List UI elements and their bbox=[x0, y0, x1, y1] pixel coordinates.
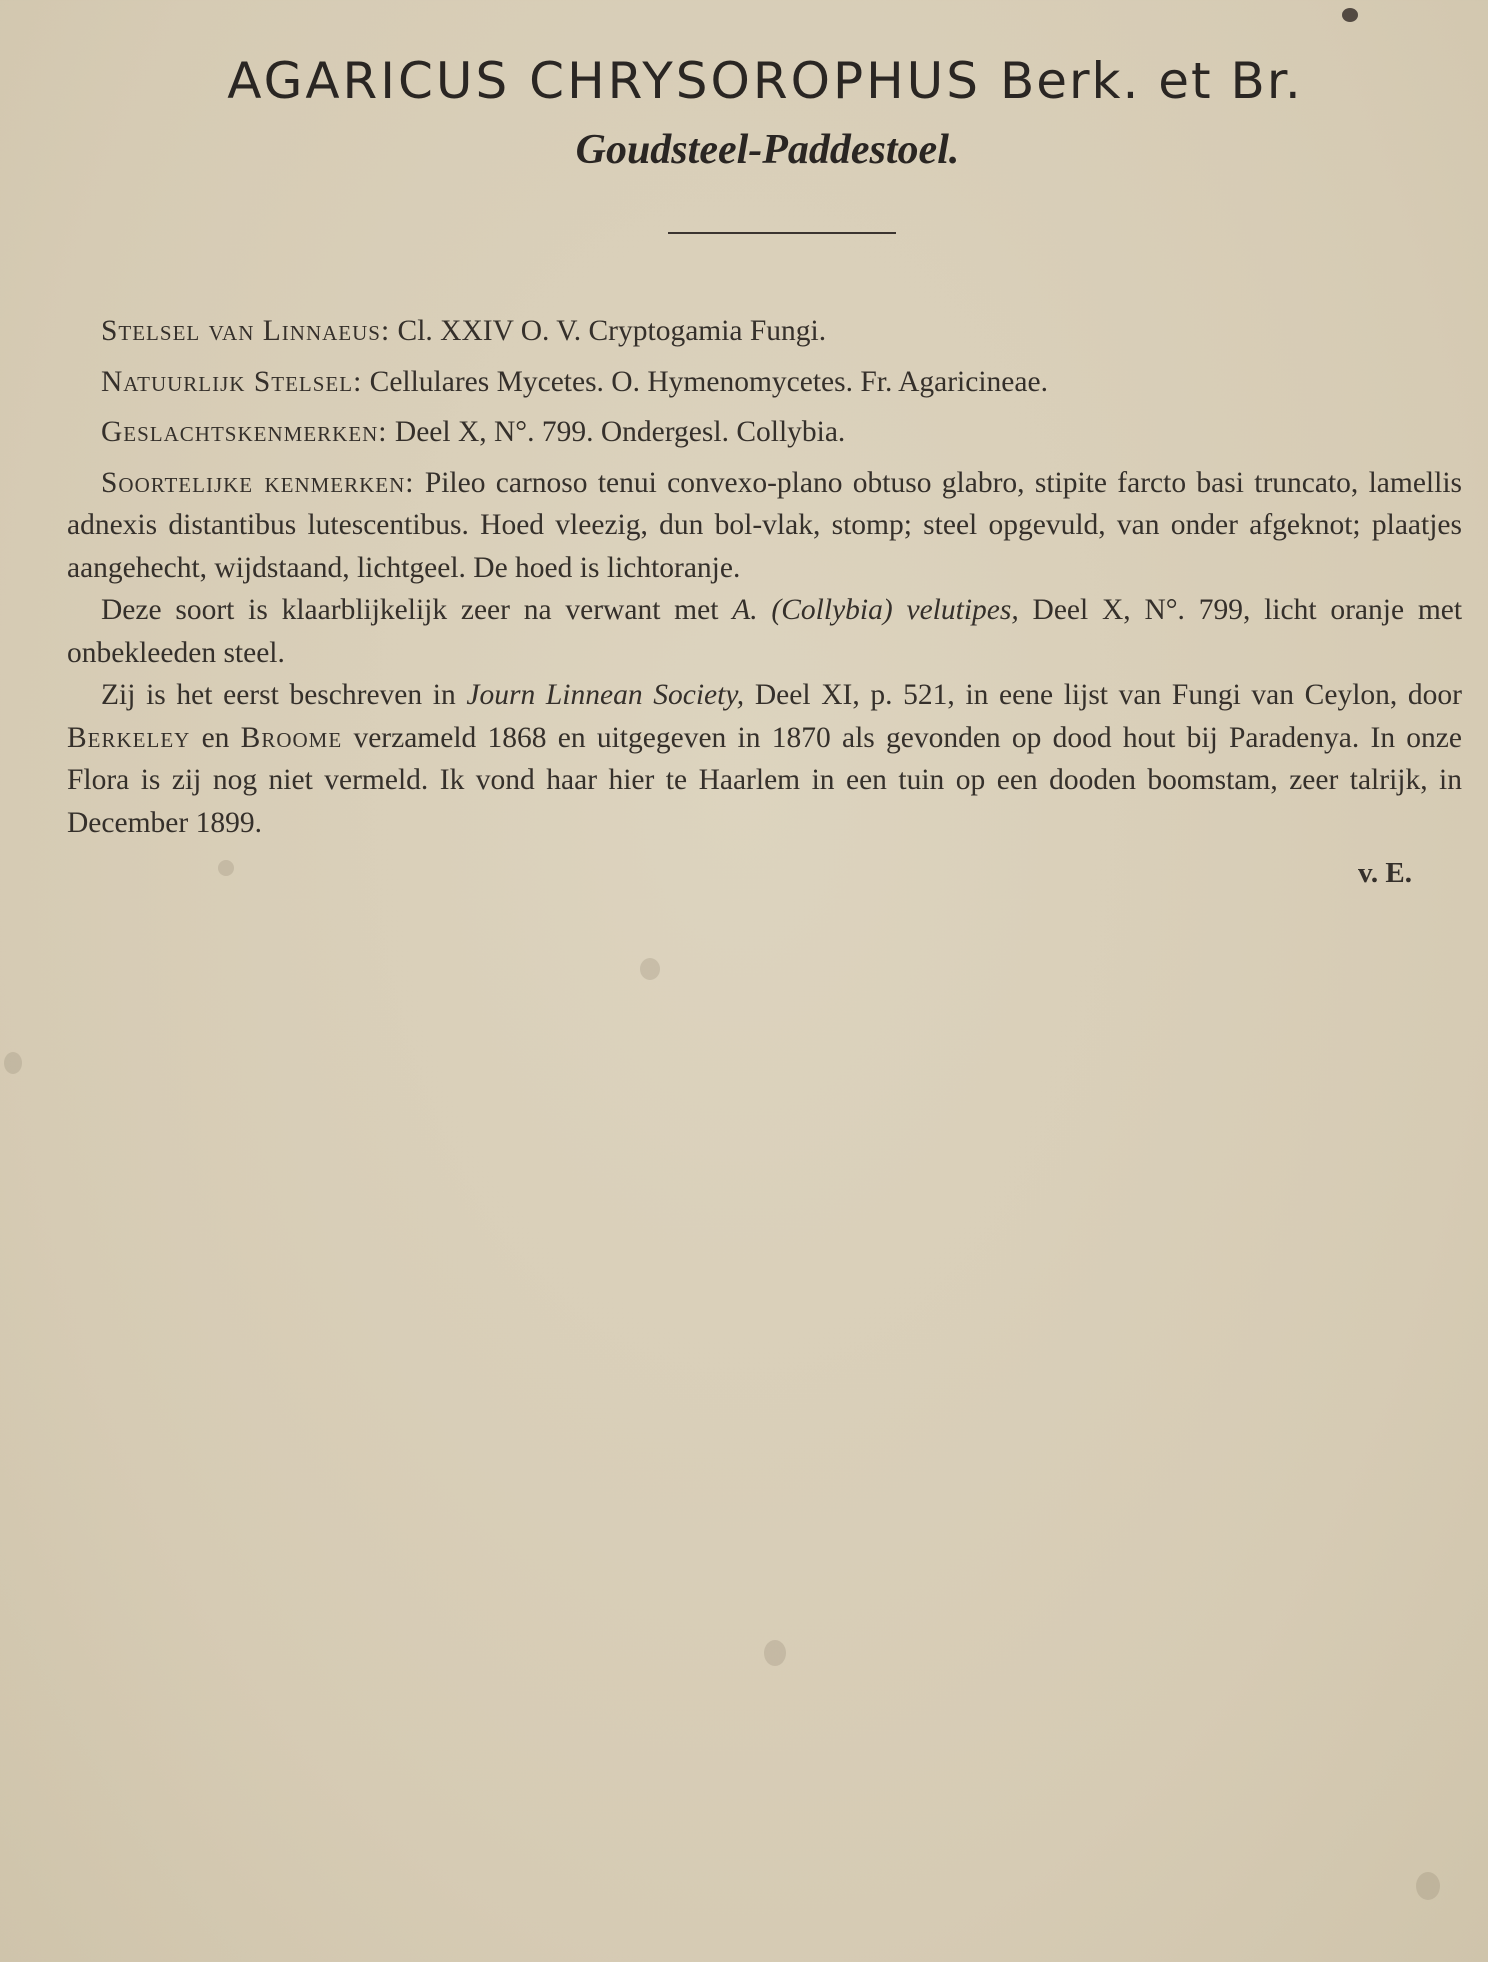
linnaeus-classification bbox=[67, 310, 1462, 353]
species-ref: velutipes, bbox=[906, 594, 1019, 626]
paragraph-text: Deel XI, p. 521, in eene lijst van Fungi van Ceylon, door bbox=[754, 679, 1463, 711]
author-name: Berkeley bbox=[67, 721, 191, 754]
subgenus-ref: (Collybia) bbox=[771, 594, 893, 626]
species-characteristics bbox=[67, 462, 1462, 590]
section-text: Cellulares Mycetes. O. Hymenomycetes. Fr. Agaricineae. bbox=[369, 365, 1048, 398]
page-subtitle: Goudsteel-Paddestoel. bbox=[575, 127, 960, 173]
paragraph-text: Deze soort is klaarblijkelijk zeer na verwant met bbox=[101, 594, 719, 626]
species-name: AGARICUS CHRYSOROPHUS bbox=[227, 52, 982, 110]
genus-characteristics bbox=[67, 411, 1462, 454]
paper-stain bbox=[1416, 1872, 1440, 1900]
natural-classification bbox=[67, 361, 1462, 404]
description-body bbox=[67, 310, 1462, 844]
author-signature: v. E. bbox=[1358, 857, 1412, 889]
section-text: Cl. XXIV O. V. Cryptogamia Fungi. bbox=[397, 315, 827, 347]
history-paragraph bbox=[67, 674, 1462, 844]
section-label: Soortelijke kenmerken: bbox=[101, 466, 415, 499]
section-text: Pileo carnoso tenui convexo-plano obtuso glabro, stipite farcto basi truncato, lamellis adnexis distantibus lutescentibus. Hoed vleezig, dun bol-vlak, stomp; steel opgevuld, van onder afgeknot; plaatjes aangehecht, wijdstaand, lichtgeel. De hoed is lichtoranje. bbox=[67, 466, 1462, 584]
section-label: Natuurlijk Stelsel: bbox=[101, 365, 363, 398]
journal-name: Journ Linnean Society, bbox=[466, 679, 745, 711]
paper-stain bbox=[218, 860, 234, 876]
section-label: Stelsel van Linnaeus: bbox=[101, 315, 391, 347]
paper-stain bbox=[764, 1640, 786, 1666]
paragraph-text: Zij is het eerst beschreven in bbox=[101, 679, 456, 711]
paper-stain bbox=[4, 1052, 22, 1074]
paragraph-text: verzameld 1868 en uitgegeven in 1870 als gevonden op dood hout bij Paradenya. In onze Flora is zij nog niet vermeld. Ik vond haar hier te Haarlem in een tuin op een dooden boomstam, zeer talrijk, in December 1899. bbox=[67, 721, 1462, 839]
relation-paragraph bbox=[67, 589, 1462, 674]
title-divider bbox=[668, 232, 896, 234]
genus-abbrev: A. bbox=[732, 594, 758, 626]
ink-spot bbox=[1342, 8, 1358, 22]
section-label: Geslachtskenmerken: bbox=[101, 416, 388, 448]
section-text: Deel X, N°. 799. Ondergesl. Collybia. bbox=[394, 416, 846, 448]
species-authority: Berk. et Br. bbox=[999, 52, 1303, 110]
page-title bbox=[0, 52, 1488, 110]
paragraph-text: Deel X, N°. 799, licht oranje met onbekleeden steel. bbox=[67, 594, 1463, 669]
author-name: Broome bbox=[240, 721, 343, 754]
paragraph-text: en bbox=[201, 721, 230, 754]
paper-stain bbox=[640, 958, 660, 980]
